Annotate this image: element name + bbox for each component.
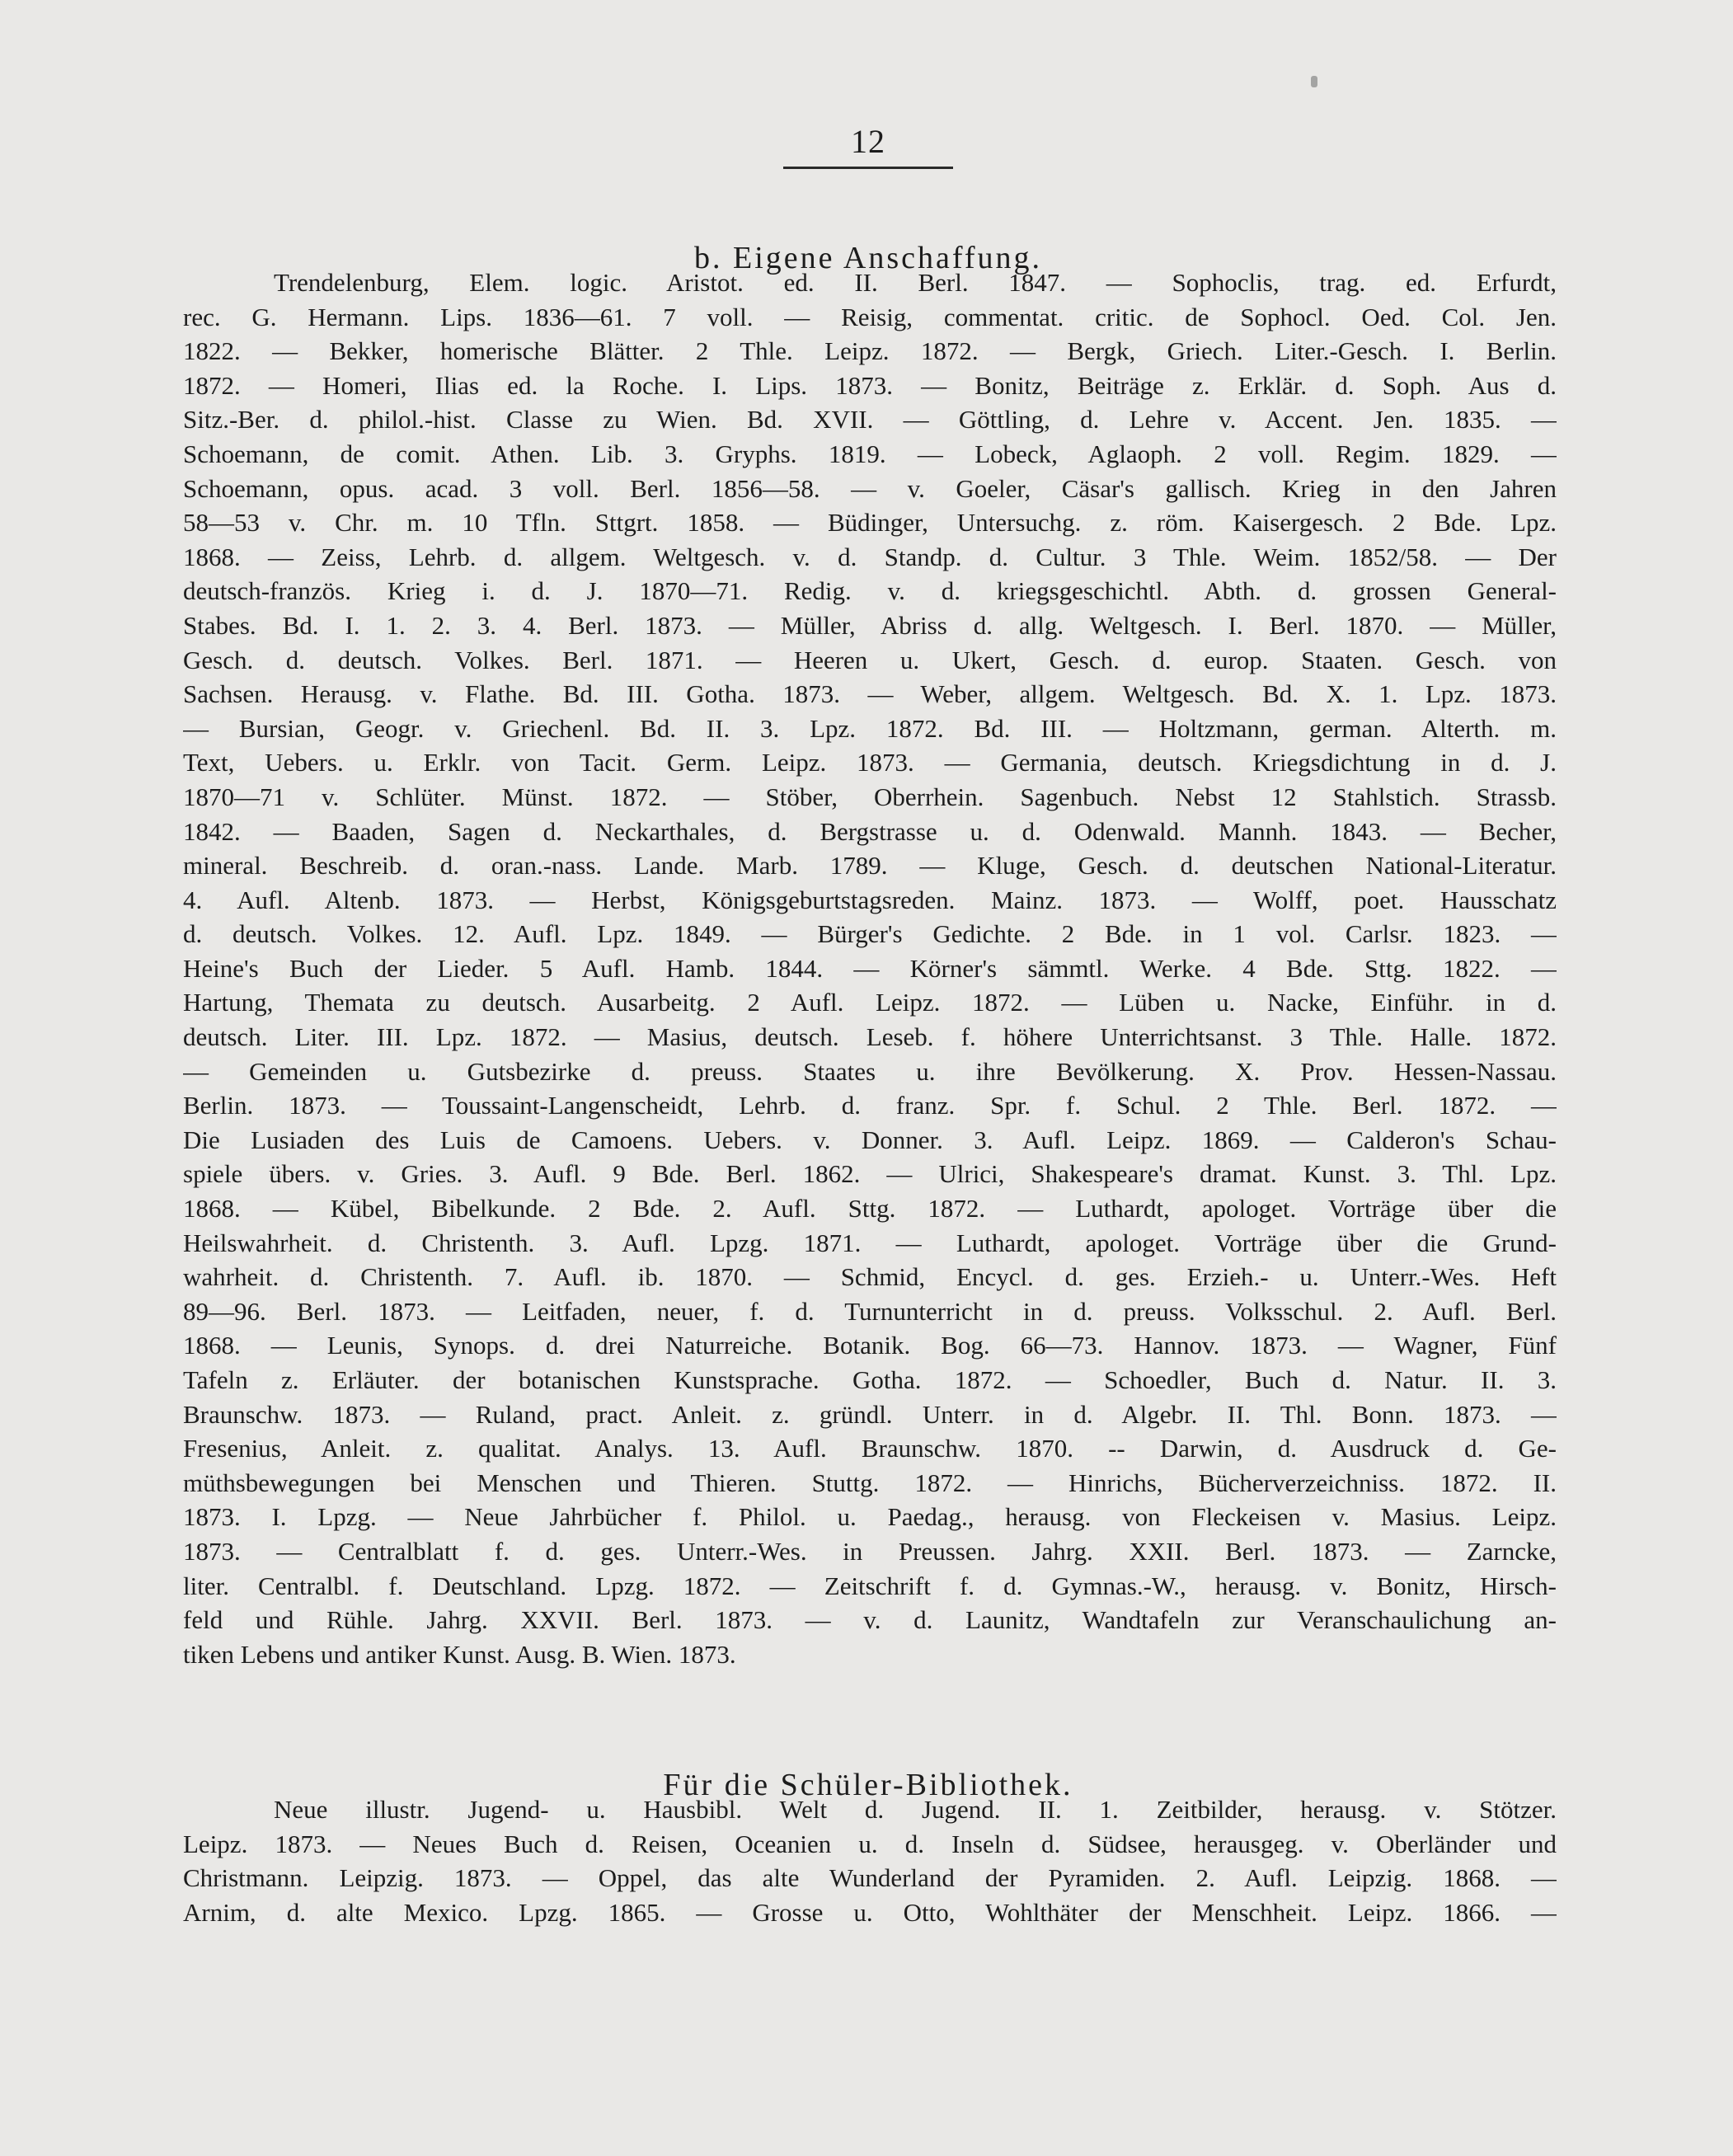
section-body-schueler-bibliothek bbox=[183, 1792, 1557, 1929]
text-line: 1868. — Zeiss, Lehrb. d. allgem. Weltgesch. v. d. Standp. d. Cultur. 3 Thle. Weim. 1852/58. — Der bbox=[183, 542, 1557, 571]
text-line: Leipz. 1873. — Neues Buch d. Reisen, Oceanien u. d. Inseln d. Südsee, herausgeg. v. Oberländer und bbox=[183, 1829, 1557, 1858]
text-line: 58—53 v. Chr. m. 10 Tfln. Sttgrt. 1858. — Büdinger, Untersuchg. z. röm. Kaisergesch. 2 Bde. Lpz. bbox=[183, 508, 1557, 538]
text-line: 1872. — Homeri, Ilias ed. la Roche. I. Lips. 1873. — Bonitz, Beiträge z. Erklär. d. Soph. Aus d. bbox=[183, 370, 1557, 400]
text-line: 1873. — Centralblatt f. d. ges. Unterr.-Wes. in Preussen. Jahrg. XXII. Berl. 1873. — Zarncke, bbox=[183, 1536, 1557, 1566]
text-line: Fresenius, Anleit. z. qualitat. Analys. 13. Aufl. Braunschw. 1870. -- Darwin, d. Ausdruck d. Ge- bbox=[183, 1434, 1557, 1463]
text-line: 1822. — Bekker, homerische Blätter. 2 Thle. Leipz. 1872. — Bergk, Griech. Liter.-Gesch. I. Berlin. bbox=[183, 336, 1557, 366]
text-line: deutsch. Liter. III. Lpz. 1872. — Masius, deutsch. Leseb. f. höhere Unterrichtsanst. 3 Thle. Halle. 1872. bbox=[183, 1022, 1557, 1052]
text-line: Trendelenburg, Elem. logic. Aristot. ed. II. Berl. 1847. — Sophoclis, trag. ed. Erfurdt, bbox=[274, 268, 1557, 297]
text-line: liter. Centralbl. f. Deutschland. Lpzg. 1872. — Zeitschrift f. d. Gymnas.-W., herausg. v. Bonitz, Hirsch- bbox=[183, 1571, 1557, 1600]
text-line: — Gemeinden u. Gutsbezirke d. preuss. Staates u. ihre Bevölkerung. X. Prov. Hessen-Nassau. bbox=[183, 1056, 1557, 1086]
text-line: rec. G. Hermann. Lips. 1836—61. 7 voll. — Reisig, commentat. critic. de Sophocl. Oed. Col. Jen. bbox=[183, 302, 1557, 331]
text-line: Heilswahrheit. d. Christenth. 3. Aufl. Lpzg. 1871. — Luthardt, apologet. Vorträge über die Grund- bbox=[183, 1228, 1557, 1257]
text-line: Gesch. d. deutsch. Volkes. Berl. 1871. — Heeren u. Ukert, Gesch. d. europ. Staaten. Gesch. von bbox=[183, 645, 1557, 674]
text-line: tiken Lebens und antiker Kunst. Ausg. B. Wien. 1873. bbox=[183, 1639, 736, 1669]
text-line: Christmann. Leipzig. 1873. — Oppel, das alte Wunderland der Pyramiden. 2. Aufl. Leipzig. 1868. — bbox=[183, 1863, 1557, 1893]
text-line: Stabes. Bd. I. 1. 2. 3. 4. Berl. 1873. — Müller, Abriss d. allg. Weltgesch. I. Berl. 1870. — Müller, bbox=[183, 610, 1557, 640]
text-line: d. deutsch. Volkes. 12. Aufl. Lpz. 1849. — Bürger's Gedichte. 2 Bde. in 1 vol. Carlsr. 1823. — bbox=[183, 919, 1557, 949]
text-line: — Bursian, Geogr. v. Griechenl. Bd. II. 3. Lpz. 1872. Bd. III. — Holtzmann, german. Alterth. m. bbox=[183, 713, 1557, 743]
text-line: Neue illustr. Jugend- u. Hausbibl. Welt d. Jugend. II. 1. Zeitbilder, herausg. v. Stötzer. bbox=[274, 1795, 1557, 1824]
text-line: Sachsen. Herausg. v. Flathe. Bd. III. Gotha. 1873. — Weber, allgem. Weltgesch. Bd. X. 1. Lpz. 1873. bbox=[183, 679, 1557, 709]
section-heading-eigene-anschaffung: b. Eigene Anschaffung. bbox=[694, 240, 1042, 275]
text-line: 1868. — Leunis, Synops. d. drei Naturreiche. Botanik. Bog. 66—73. Hannov. 1873. — Wagner, Fünf bbox=[183, 1331, 1557, 1360]
text-line: mineral. Beschreib. d. oran.-nass. Lande. Marb. 1789. — Kluge, Gesch. d. deutschen National-Literatur. bbox=[183, 851, 1557, 881]
text-line: Hartung, Themata zu deutsch. Ausarbeitg. 2 Aufl. Leipz. 1872. — Lüben u. Nacke, Einführ. in d. bbox=[183, 988, 1557, 1017]
page-number: 12 bbox=[851, 123, 885, 160]
section-heading-schueler-bibliothek: Für die Schüler-Bibliothek. bbox=[663, 1767, 1073, 1802]
text-line: Tafeln z. Erläuter. der botanischen Kunstsprache. Gotha. 1872. — Schoedler, Buch d. Natur. II. 3. bbox=[183, 1365, 1557, 1394]
ink-speck bbox=[1311, 76, 1317, 87]
text-line: Heine's Buch der Lieder. 5 Aufl. Hamb. 1844. — Körner's sämmtl. Werke. 4 Bde. Sttg. 1822. — bbox=[183, 953, 1557, 983]
text-line: Schoemann, opus. acad. 3 voll. Berl. 1856—58. — v. Goeler, Cäsar's gallisch. Krieg in den Jahren bbox=[183, 473, 1557, 503]
text-line: wahrheit. d. Christenth. 7. Aufl. ib. 1870. — Schmid, Encycl. d. ges. Erzieh.- u. Unterr.-Wes. Heft bbox=[183, 1262, 1557, 1292]
text-line: Arnim, d. alte Mexico. Lpzg. 1865. — Grosse u. Otto, Wohlthäter der Menschheit. Leipz. 1866. — bbox=[183, 1897, 1557, 1927]
text-line: Die Lusiaden des Luis de Camoens. Uebers. v. Donner. 3. Aufl. Leipz. 1869. — Calderon's Schau- bbox=[183, 1125, 1557, 1154]
text-line: spiele übers. v. Gries. 3. Aufl. 9 Bde. Berl. 1862. — Ulrici, Shakespeare's dramat. Kunst. 3. Thl. Lpz. bbox=[183, 1159, 1557, 1189]
text-line: Braunschw. 1873. — Ruland, pract. Anleit. z. gründl. Unterr. in d. Algebr. II. Thl. Bonn. 1873. — bbox=[183, 1399, 1557, 1429]
text-line: Text, Uebers. u. Erklr. von Tacit. Germ. Leipz. 1873. — Germania, deutsch. Kriegsdichtung in d. J. bbox=[183, 748, 1557, 777]
page-number-rule bbox=[783, 167, 953, 169]
text-line: feld und Rühle. Jahrg. XXVII. Berl. 1873. — v. d. Launitz, Wandtafeln zur Veranschaulichung an- bbox=[183, 1605, 1557, 1635]
text-line: deutsch-französ. Krieg i. d. J. 1870—71. Redig. v. d. kriegsgeschichtl. Abth. d. grossen General- bbox=[183, 576, 1557, 606]
text-line: 89—96. Berl. 1873. — Leitfaden, neuer, f. d. Turnunterricht in d. preuss. Volksschul. 2. Aufl. Berl. bbox=[183, 1296, 1557, 1326]
text-line: 1868. — Kübel, Bibelkunde. 2 Bde. 2. Aufl. Sttg. 1872. — Luthardt, apologet. Vorträge über die bbox=[183, 1194, 1557, 1224]
text-line: Schoemann, de comit. Athen. Lib. 3. Gryphs. 1819. — Lobeck, Aglaoph. 2 voll. Regim. 1829. — bbox=[183, 439, 1557, 468]
text-line: Berlin. 1873. — Toussaint-Langenscheidt, Lehrb. d. franz. Spr. f. Schul. 2 Thle. Berl. 1872. — bbox=[183, 1091, 1557, 1120]
text-line: 1870—71 v. Schlüter. Münst. 1872. — Stöber, Oberrhein. Sagenbuch. Nebst 12 Stahlstich. Strassb. bbox=[183, 782, 1557, 811]
text-line: 1842. — Baaden, Sagen d. Neckarthales, d. Bergstrasse u. d. Odenwald. Mannh. 1843. — Becher, bbox=[183, 816, 1557, 846]
text-line: 1873. I. Lpzg. — Neue Jahrbücher f. Philol. u. Paedag., herausg. von Fleckeisen v. Masius. Leipz. bbox=[183, 1502, 1557, 1532]
section-body-eigene-anschaffung bbox=[183, 265, 1557, 1671]
text-line: 4. Aufl. Altenb. 1873. — Herbst, Königsgeburtstagsreden. Mainz. 1873. — Wolff, poet. Hausschatz bbox=[183, 885, 1557, 914]
text-line: müthsbewegungen bei Menschen und Thieren. Stuttg. 1872. — Hinrichs, Bücherverzeichniss. 1872. II. bbox=[183, 1468, 1557, 1497]
text-line: Sitz.-Ber. d. philol.-hist. Classe zu Wien. Bd. XVII. — Göttling, d. Lehre v. Accent. Jen. 1835. — bbox=[183, 405, 1557, 434]
